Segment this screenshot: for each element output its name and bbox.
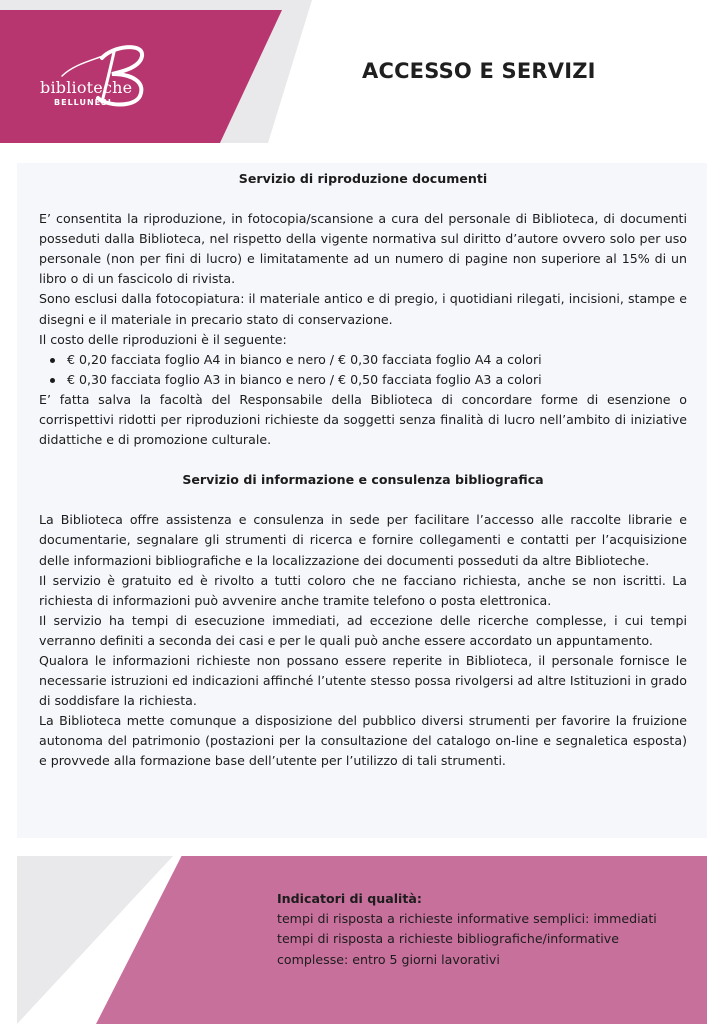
content-body	[39, 169, 687, 772]
paragraph: E’ consentita la riproduzione, in fotocopia/scansione a cura del personale di Biblioteca, di documenti posseduti dalla Biblioteca, nel rispetto della vigente normativa sul diritto d’autore ovvero solo per uso personale (non per fini di lucro) e limitatamente ad un numero di pagine non superiore al 15% di un libro o di un fascicolo di rivista.	[39, 211, 687, 287]
logo-text-bellunesi: BELLUNESI	[54, 98, 112, 107]
list-item: € 0,20 facciata foglio A4 in bianco e nero / € 0,30 facciata foglio A4 a colori	[67, 350, 687, 370]
paragraph: Qualora le informazioni richieste non possano essere reperite in Biblioteca, il personale fornisce le necessarie istruzioni ed indicazioni affinché l’utente stesso possa rivolgersi ad altre Istituzioni in grado di soddisfare la richiesta.	[39, 652, 687, 709]
paragraph: Il costo delle riproduzioni è il seguente:	[39, 331, 287, 347]
page-title: ACCESSO E SERVIZI	[362, 59, 596, 83]
price-list	[39, 350, 687, 390]
quality-indicators-title: Indicatori di qualità:	[277, 891, 422, 906]
paragraph: La Biblioteca mette comunque a disposizione del pubblico diversi strumenti per favorire la fruizione autonoma del patrimonio (postazioni per la consultazione del catalogo on-line e segnaletica esposta) e provvede alla formazione base dell’utente per l’utilizzo di tali strumenti.	[39, 713, 687, 769]
paragraph: Sono esclusi dalla fotocopiatura: il materiale antico e di pregio, i quotidiani rilegati, incisioni, stampe e disegni e il materiale in precario stato di conservazione.	[39, 291, 687, 327]
paragraph: Il servizio è gratuito ed è rivolto a tutti coloro che ne facciano richiesta, anche se non iscritti. La richiesta di informazioni può avvenire anche tramite telefono o posta elettronica.	[39, 572, 687, 608]
content-panel	[17, 163, 707, 838]
quality-indicators	[277, 889, 697, 970]
quality-indicator-line: tempi di risposta a richieste bibliografiche/informative	[277, 931, 620, 947]
logo-text-biblioteche: biblioteche	[40, 78, 133, 97]
quality-indicator-line: tempi di risposta a richieste informative semplici: immediati	[277, 911, 657, 927]
paragraph: Il servizio ha tempi di esecuzione immediati, ad eccezione delle ricerche complesse, i cui tempi verranno definiti a seconda dei casi e per le quali può anche essere accordato un appuntamento.	[39, 612, 687, 648]
section-title-informazione: Servizio di informazione e consulenza bibliografica	[182, 472, 544, 488]
paragraph: E’ fatta salva la facoltà del Responsabile della Biblioteca di concordare forme di esenzione o corrispettivi ridotti per riproduzioni richieste da soggetti senza finalità di lucro nell’ambito di iniziative didattiche e di promozione culturale.	[39, 391, 687, 448]
paragraph: La Biblioteca offre assistenza e consulenza in sede per facilitare l’accesso alle raccolte librarie e documentarie, segnalare gli strumenti di ricerca e fornire collegamenti e contatti per l’acquisizione delle informazioni bibliografiche e la localizzazione dei documenti posseduti da altre Biblioteche.	[39, 512, 687, 568]
list-item: € 0,30 facciata foglio A3 in bianco e nero / € 0,50 facciata foglio A3 a colori	[67, 370, 687, 390]
quality-indicator-line: complesse: entro 5 giorni lavorativi	[277, 951, 500, 967]
section-title-riproduzione: Servizio di riproduzione documenti	[238, 171, 488, 186]
biblioteche-bellunesi-logo	[32, 40, 152, 110]
